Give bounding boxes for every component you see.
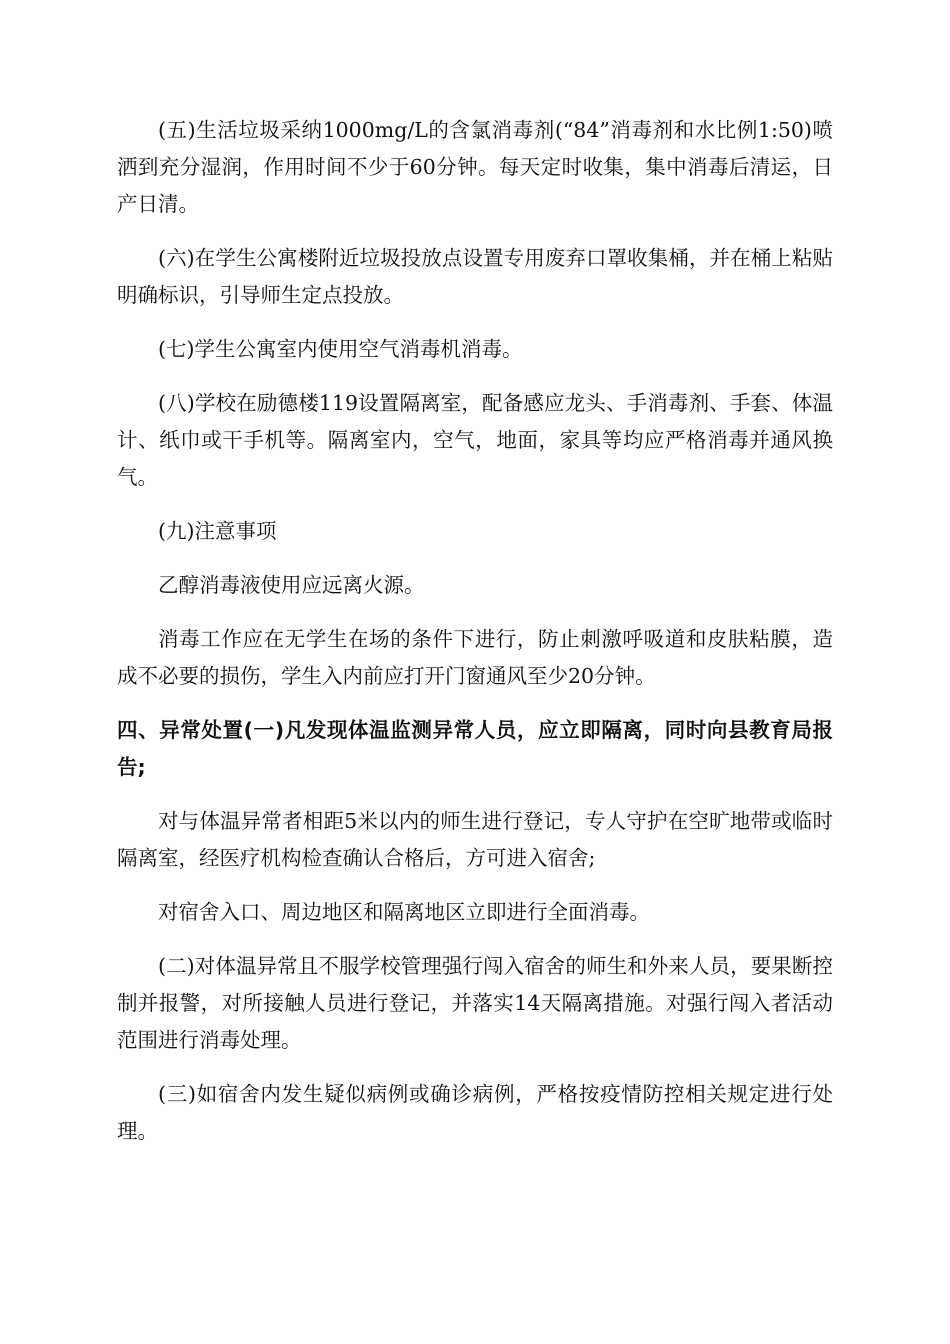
paragraph-contact-registration: 对与体温异常者相距5米以内的师生进行登记，专人守护在空旷地带或临时隔离室，经医疗机构检查确认合格后，方可进入宿舍;	[117, 809, 833, 870]
paragraph-forced-entry-control: (二)对体温异常且不服学校管理强行闯入宿舍的师生和外来人员，要果断控制并报警，对所接触人员进行登记，并落实14天隔离措施。对强行闯入者活动范围进行消毒处理。	[117, 954, 833, 1052]
section-heading-abnormal-handling: 四、异常处置(一)凡发现体温监测异常人员，应立即隔离，同时向县教育局报告;	[117, 718, 833, 779]
paragraph-isolation-room: (八)学校在励德楼119设置隔离室，配备感应龙头、手消毒剂、手套、体温计、纸巾或干手机等。隔离室内，空气，地面，家具等均应严格消毒并通风换气。	[117, 391, 833, 489]
paragraph-dormitory-disinfection: 对宿舍入口、周边地区和隔离地区立即进行全面消毒。	[158, 900, 650, 924]
paragraph-precautions-heading: (九)注意事项	[158, 519, 277, 543]
paragraph-mask-collection-bin: (六)在学生公寓楼附近垃圾投放点设置专用废弃口罩收集桶，并在桶上粘贴明确标识，引导师生定点投放。	[117, 246, 833, 307]
paragraph-suspected-case-handling: (三)如宿舍内发生疑似病例或确诊病例，严格按疫情防控相关规定进行处理。	[117, 1082, 833, 1143]
document-page	[117, 112, 833, 1167]
paragraph-waste-disinfection: (五)生活垃圾采纳1000mg/L的含氯消毒剂(“84”消毒剂和水比例1:50)喷洒到充分湿润，作用时间不少于60分钟。每天定时收集，集中消毒后清运，日产日清。	[117, 118, 833, 216]
paragraph-ethanol-warning: 乙醇消毒液使用应远离火源。	[158, 573, 425, 597]
paragraph-air-disinfection: (七)学生公寓室内使用空气消毒机消毒。	[158, 337, 523, 361]
paragraph-disinfection-conditions: 消毒工作应在无学生在场的条件下进行，防止刺激呼吸道和皮肤粘膜，造成不必要的损伤，学生入内前应打开门窗通风至少20分钟。	[117, 627, 833, 688]
